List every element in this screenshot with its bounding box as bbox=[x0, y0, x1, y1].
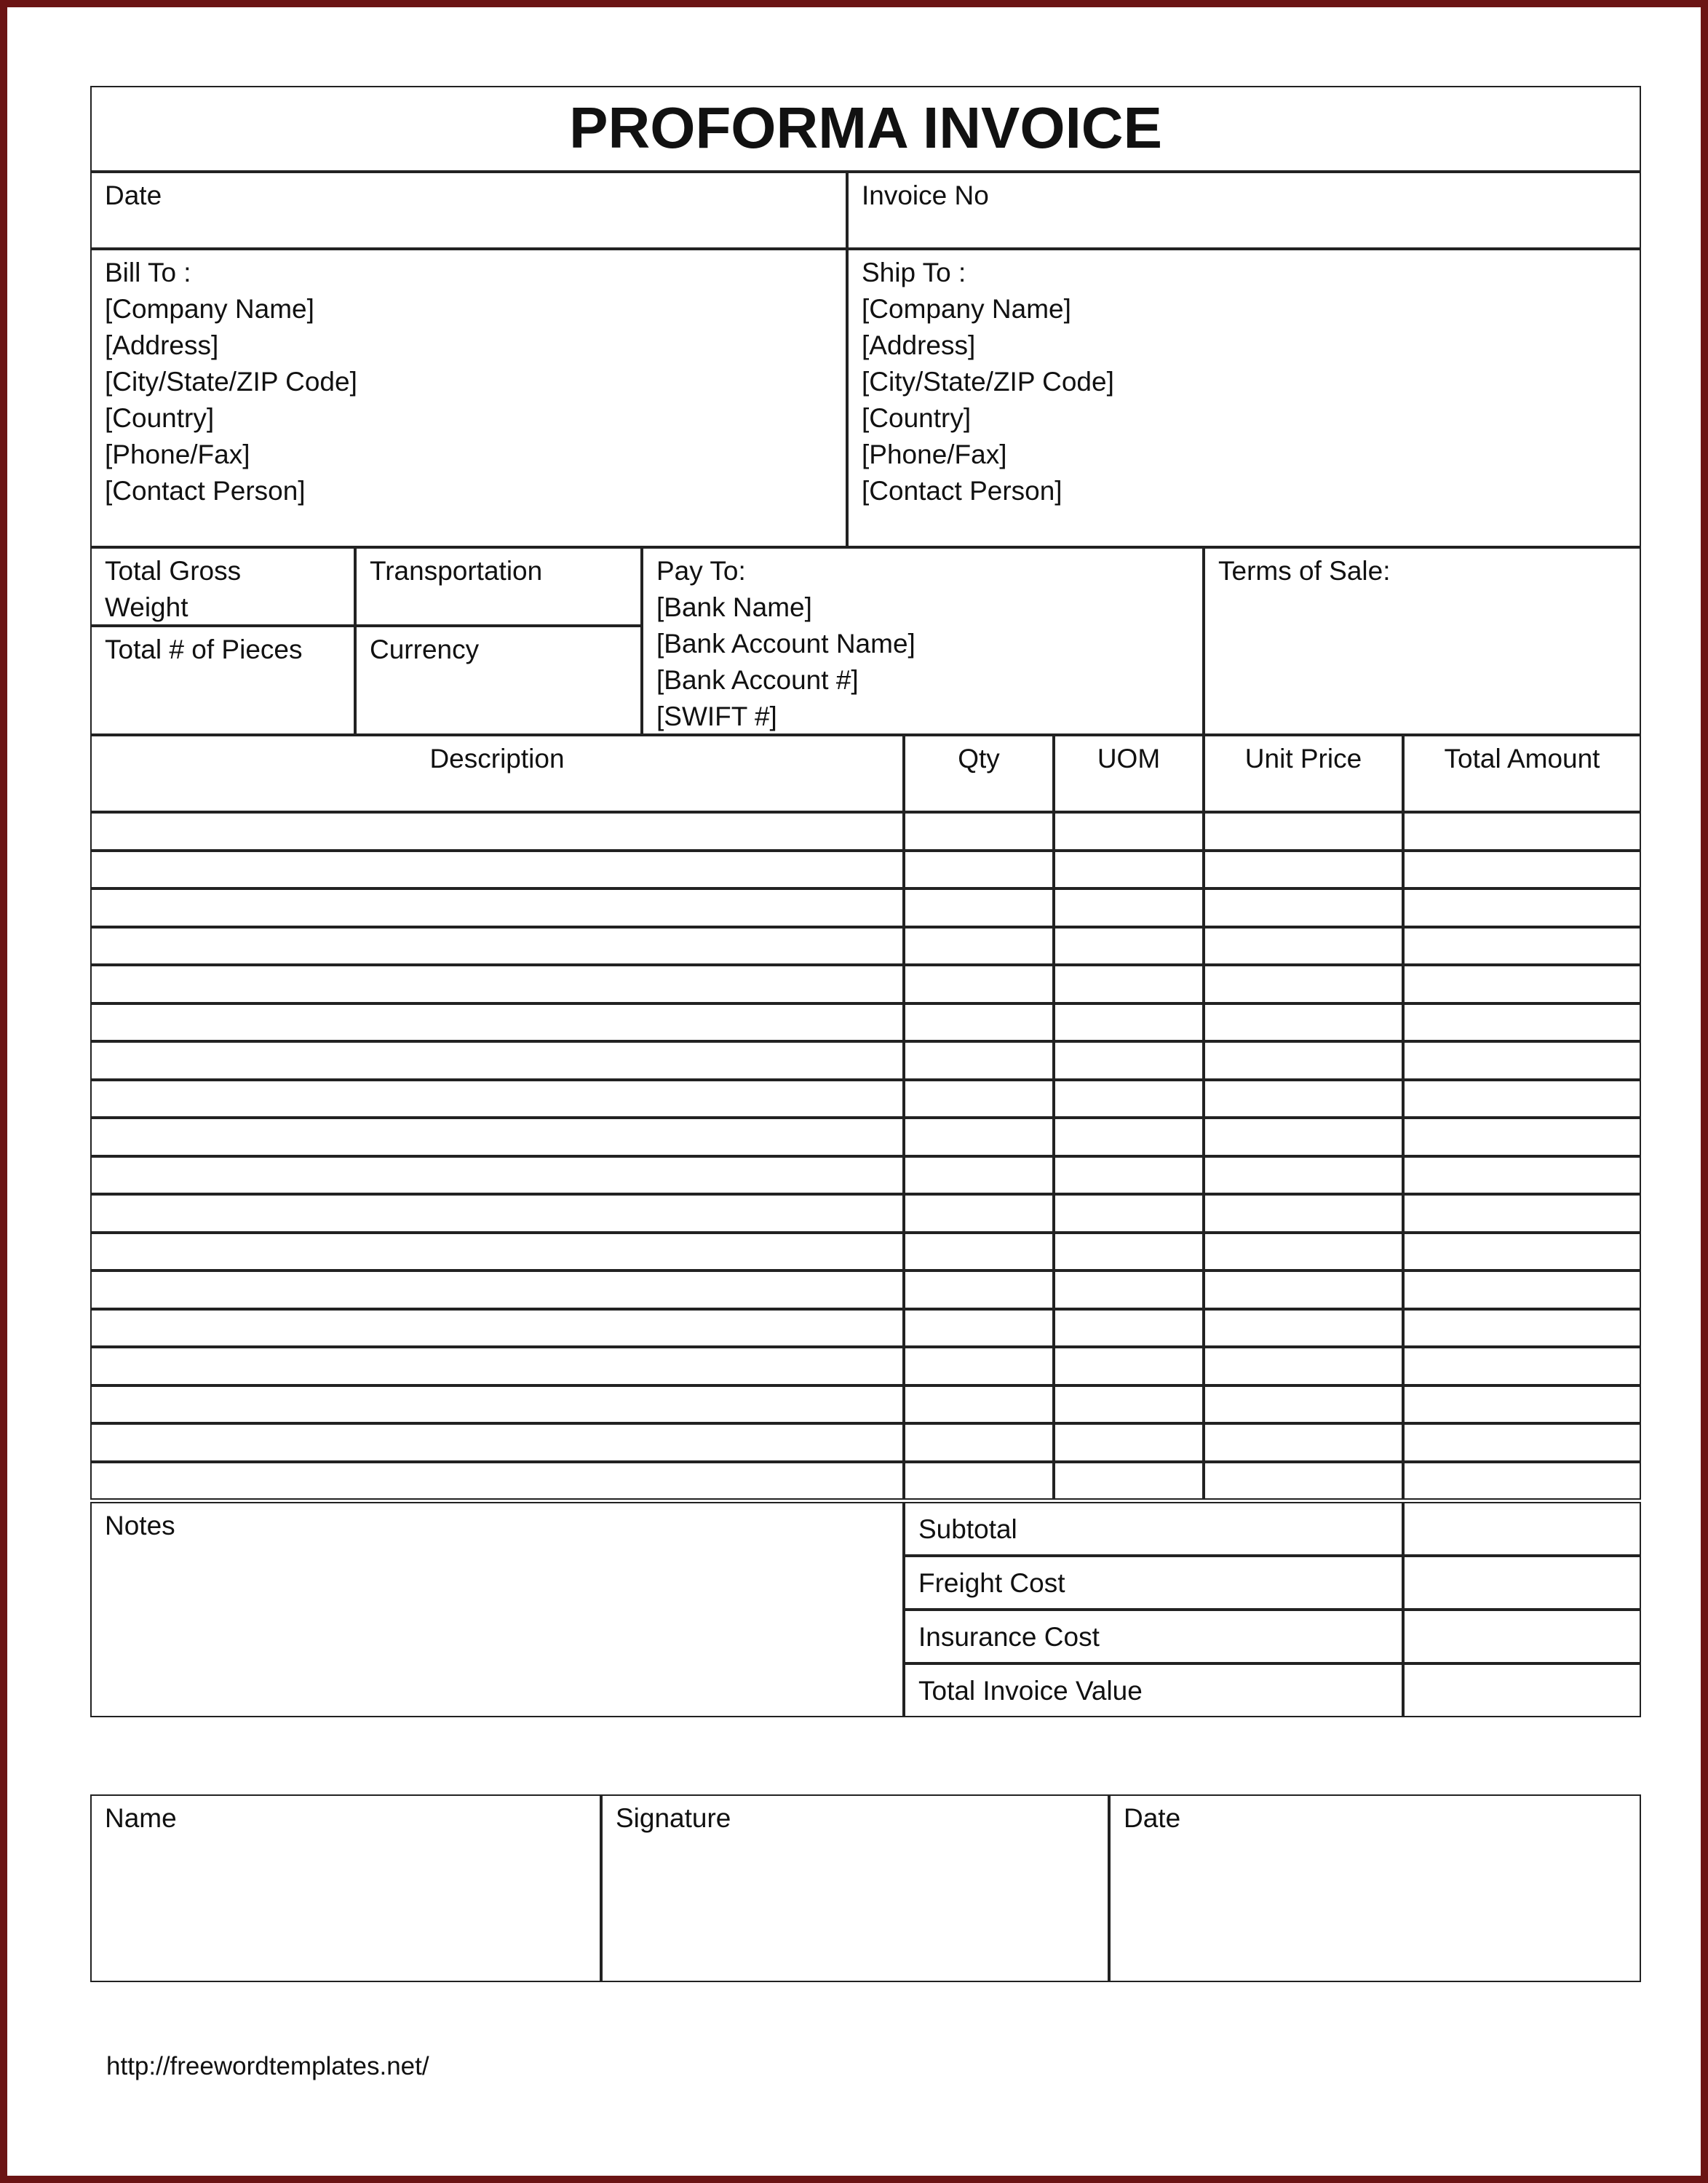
item-uom-cell[interactable] bbox=[1054, 1003, 1204, 1042]
column-header-uom: UOM bbox=[1054, 735, 1204, 812]
insurance-cost-value[interactable] bbox=[1403, 1610, 1641, 1663]
item-uom-cell[interactable] bbox=[1054, 965, 1204, 1003]
item-qty-cell[interactable] bbox=[904, 1080, 1054, 1118]
item-total-amount-cell[interactable] bbox=[1403, 812, 1641, 851]
item-qty-cell[interactable] bbox=[904, 1462, 1054, 1500]
item-total-amount-cell[interactable] bbox=[1403, 888, 1641, 927]
item-unit-price-cell[interactable] bbox=[1204, 1309, 1403, 1348]
signature-label: Signature bbox=[616, 1803, 731, 1833]
item-total-amount-cell[interactable] bbox=[1403, 965, 1641, 1003]
item-description-cell[interactable] bbox=[90, 851, 904, 889]
item-qty-cell[interactable] bbox=[904, 1194, 1054, 1233]
column-header-unit-price: Unit Price bbox=[1204, 735, 1403, 812]
item-unit-price-cell[interactable] bbox=[1204, 1080, 1403, 1118]
item-unit-price-cell[interactable] bbox=[1204, 1423, 1403, 1462]
item-description-cell[interactable] bbox=[90, 1347, 904, 1385]
date-field[interactable] bbox=[90, 172, 847, 249]
item-uom-cell[interactable] bbox=[1054, 927, 1204, 966]
signature-date-label: Date bbox=[1124, 1803, 1181, 1833]
item-description-cell[interactable] bbox=[90, 812, 904, 851]
item-uom-cell[interactable] bbox=[1054, 1233, 1204, 1271]
bill-to-label: Bill To : bbox=[105, 258, 191, 287]
item-qty-cell[interactable] bbox=[904, 1271, 1054, 1309]
item-description-cell[interactable] bbox=[90, 965, 904, 1003]
terms-of-sale-field[interactable] bbox=[1204, 547, 1641, 735]
invoice-no-field[interactable] bbox=[847, 172, 1641, 249]
item-unit-price-cell[interactable] bbox=[1204, 1041, 1403, 1080]
name-label: Name bbox=[105, 1803, 177, 1833]
item-description-cell[interactable] bbox=[90, 1156, 904, 1195]
item-qty-cell[interactable] bbox=[904, 1423, 1054, 1462]
item-total-amount-cell[interactable] bbox=[1403, 1118, 1641, 1156]
notes-label: Notes bbox=[105, 1511, 175, 1540]
item-uom-cell[interactable] bbox=[1054, 1156, 1204, 1195]
item-unit-price-cell[interactable] bbox=[1204, 1233, 1403, 1271]
item-uom-cell[interactable] bbox=[1054, 1080, 1204, 1118]
item-uom-cell[interactable] bbox=[1054, 1347, 1204, 1385]
pay-to-swift: [SWIFT #] bbox=[656, 701, 777, 731]
item-unit-price-cell[interactable] bbox=[1204, 812, 1403, 851]
column-header-total-amount: Total Amount bbox=[1403, 735, 1641, 812]
ship-to-country: [Country] bbox=[862, 403, 972, 433]
item-total-amount-cell[interactable] bbox=[1403, 1462, 1641, 1500]
ship-to-city: [City/State/ZIP Code] bbox=[862, 367, 1114, 397]
item-qty-cell[interactable] bbox=[904, 1041, 1054, 1080]
item-description-cell[interactable] bbox=[90, 888, 904, 927]
item-unit-price-cell[interactable] bbox=[1204, 927, 1403, 966]
item-unit-price-cell[interactable] bbox=[1204, 1271, 1403, 1309]
item-unit-price-cell[interactable] bbox=[1204, 1156, 1403, 1195]
item-qty-cell[interactable] bbox=[904, 1156, 1054, 1195]
item-qty-cell[interactable] bbox=[904, 888, 1054, 927]
bill-to-country: [Country] bbox=[105, 403, 215, 433]
ship-to-address: [Address] bbox=[862, 330, 976, 360]
pay-to-bank-name: [Bank Name] bbox=[656, 592, 812, 622]
item-total-amount-cell[interactable] bbox=[1403, 1194, 1641, 1233]
item-total-amount-cell[interactable] bbox=[1403, 1233, 1641, 1271]
currency-label: Currency bbox=[370, 635, 480, 664]
item-total-amount-cell[interactable] bbox=[1403, 1347, 1641, 1385]
transportation-label: Transportation bbox=[370, 556, 543, 586]
pay-to-account-name: [Bank Account Name] bbox=[656, 629, 915, 659]
item-qty-cell[interactable] bbox=[904, 965, 1054, 1003]
item-unit-price-cell[interactable] bbox=[1204, 1003, 1403, 1042]
item-description-cell[interactable] bbox=[90, 1462, 904, 1500]
item-unit-price-cell[interactable] bbox=[1204, 1347, 1403, 1385]
item-total-amount-cell[interactable] bbox=[1403, 1309, 1641, 1348]
ship-to-company: [Company Name] bbox=[862, 294, 1071, 324]
item-uom-cell[interactable] bbox=[1054, 812, 1204, 851]
item-qty-cell[interactable] bbox=[904, 1309, 1054, 1348]
item-total-amount-cell[interactable] bbox=[1403, 1385, 1641, 1424]
bill-to-company: [Company Name] bbox=[105, 294, 314, 324]
bill-to-city: [City/State/ZIP Code] bbox=[105, 367, 357, 397]
bill-to-contact: [Contact Person] bbox=[105, 476, 306, 506]
transportation-field[interactable] bbox=[355, 547, 642, 626]
item-uom-cell[interactable] bbox=[1054, 1118, 1204, 1156]
item-unit-price-cell[interactable] bbox=[1204, 851, 1403, 889]
footer-url-link[interactable]: http://freewordtemplates.net/ bbox=[106, 2052, 429, 2080]
ship-to-phone: [Phone/Fax] bbox=[862, 440, 1007, 469]
item-uom-cell[interactable] bbox=[1054, 1041, 1204, 1080]
date-label: Date bbox=[105, 180, 162, 210]
currency-field[interactable] bbox=[355, 626, 642, 735]
item-uom-cell[interactable] bbox=[1054, 1462, 1204, 1500]
item-unit-price-cell[interactable] bbox=[1204, 1385, 1403, 1424]
column-header-description: Description bbox=[90, 735, 904, 812]
signature-field[interactable] bbox=[601, 1794, 1109, 1982]
name-field[interactable] bbox=[90, 1794, 601, 1982]
bill-to-block[interactable] bbox=[90, 249, 847, 547]
item-total-amount-cell[interactable] bbox=[1403, 1156, 1641, 1195]
item-total-amount-cell[interactable] bbox=[1403, 1080, 1641, 1118]
ship-to-block[interactable] bbox=[847, 249, 1641, 547]
item-uom-cell[interactable] bbox=[1054, 851, 1204, 889]
insurance-cost-label: Insurance Cost bbox=[904, 1610, 1403, 1663]
item-qty-cell[interactable] bbox=[904, 812, 1054, 851]
total-gross-weight-field[interactable] bbox=[90, 547, 355, 626]
item-uom-cell[interactable] bbox=[1054, 1194, 1204, 1233]
notes-field[interactable] bbox=[90, 1502, 904, 1717]
pay-to-account-number: [Bank Account #] bbox=[656, 665, 859, 695]
item-unit-price-cell[interactable] bbox=[1204, 1194, 1403, 1233]
ship-to-contact: [Contact Person] bbox=[862, 476, 1062, 506]
item-qty-cell[interactable] bbox=[904, 851, 1054, 889]
invoice-no-label: Invoice No bbox=[862, 180, 989, 210]
total-pieces-field[interactable] bbox=[90, 626, 355, 735]
item-total-amount-cell[interactable] bbox=[1403, 1423, 1641, 1462]
item-description-cell[interactable] bbox=[90, 1271, 904, 1309]
item-uom-cell[interactable] bbox=[1054, 1271, 1204, 1309]
item-description-cell[interactable] bbox=[90, 1385, 904, 1424]
total-pieces-label: Total # of Pieces bbox=[105, 635, 303, 664]
freight-cost-label: Freight Cost bbox=[904, 1556, 1403, 1610]
item-uom-cell[interactable] bbox=[1054, 1309, 1204, 1348]
freight-cost-value[interactable] bbox=[1403, 1556, 1641, 1610]
item-description-cell[interactable] bbox=[90, 1423, 904, 1462]
item-unit-price-cell[interactable] bbox=[1204, 888, 1403, 927]
item-total-amount-cell[interactable] bbox=[1403, 927, 1641, 966]
terms-of-sale-label: Terms of Sale: bbox=[1218, 556, 1391, 586]
total-gross-weight-label: Total Gross Weight bbox=[105, 556, 242, 622]
item-total-amount-cell[interactable] bbox=[1403, 1271, 1641, 1309]
page-title: PROFORMA INVOICE bbox=[90, 86, 1641, 172]
item-unit-price-cell[interactable] bbox=[1204, 965, 1403, 1003]
item-description-cell[interactable] bbox=[90, 1118, 904, 1156]
item-total-amount-cell[interactable] bbox=[1403, 1041, 1641, 1080]
item-description-cell[interactable] bbox=[90, 1233, 904, 1271]
column-header-qty: Qty bbox=[904, 735, 1054, 812]
signature-date-field[interactable] bbox=[1109, 1794, 1641, 1982]
item-description-cell[interactable] bbox=[90, 1003, 904, 1042]
item-uom-cell[interactable] bbox=[1054, 888, 1204, 927]
subtotal-label: Subtotal bbox=[904, 1502, 1403, 1556]
subtotal-value[interactable] bbox=[1403, 1502, 1641, 1556]
item-qty-cell[interactable] bbox=[904, 1385, 1054, 1424]
item-qty-cell[interactable] bbox=[904, 927, 1054, 966]
item-uom-cell[interactable] bbox=[1054, 1423, 1204, 1462]
ship-to-label: Ship To : bbox=[862, 258, 966, 287]
item-description-cell[interactable] bbox=[90, 927, 904, 966]
total-invoice-value-value[interactable] bbox=[1403, 1663, 1641, 1717]
item-uom-cell[interactable] bbox=[1054, 1385, 1204, 1424]
pay-to-block[interactable] bbox=[642, 547, 1204, 735]
total-invoice-value-label: Total Invoice Value bbox=[904, 1663, 1403, 1717]
item-total-amount-cell[interactable] bbox=[1403, 851, 1641, 889]
item-description-cell[interactable] bbox=[90, 1080, 904, 1118]
pay-to-label: Pay To: bbox=[656, 556, 746, 586]
item-unit-price-cell[interactable] bbox=[1204, 1462, 1403, 1500]
item-unit-price-cell[interactable] bbox=[1204, 1118, 1403, 1156]
item-qty-cell[interactable] bbox=[904, 1003, 1054, 1042]
item-total-amount-cell[interactable] bbox=[1403, 1003, 1641, 1042]
bill-to-phone: [Phone/Fax] bbox=[105, 440, 250, 469]
item-qty-cell[interactable] bbox=[904, 1347, 1054, 1385]
item-qty-cell[interactable] bbox=[904, 1118, 1054, 1156]
item-description-cell[interactable] bbox=[90, 1041, 904, 1080]
bill-to-address: [Address] bbox=[105, 330, 219, 360]
item-description-cell[interactable] bbox=[90, 1309, 904, 1348]
item-description-cell[interactable] bbox=[90, 1194, 904, 1233]
item-qty-cell[interactable] bbox=[904, 1233, 1054, 1271]
